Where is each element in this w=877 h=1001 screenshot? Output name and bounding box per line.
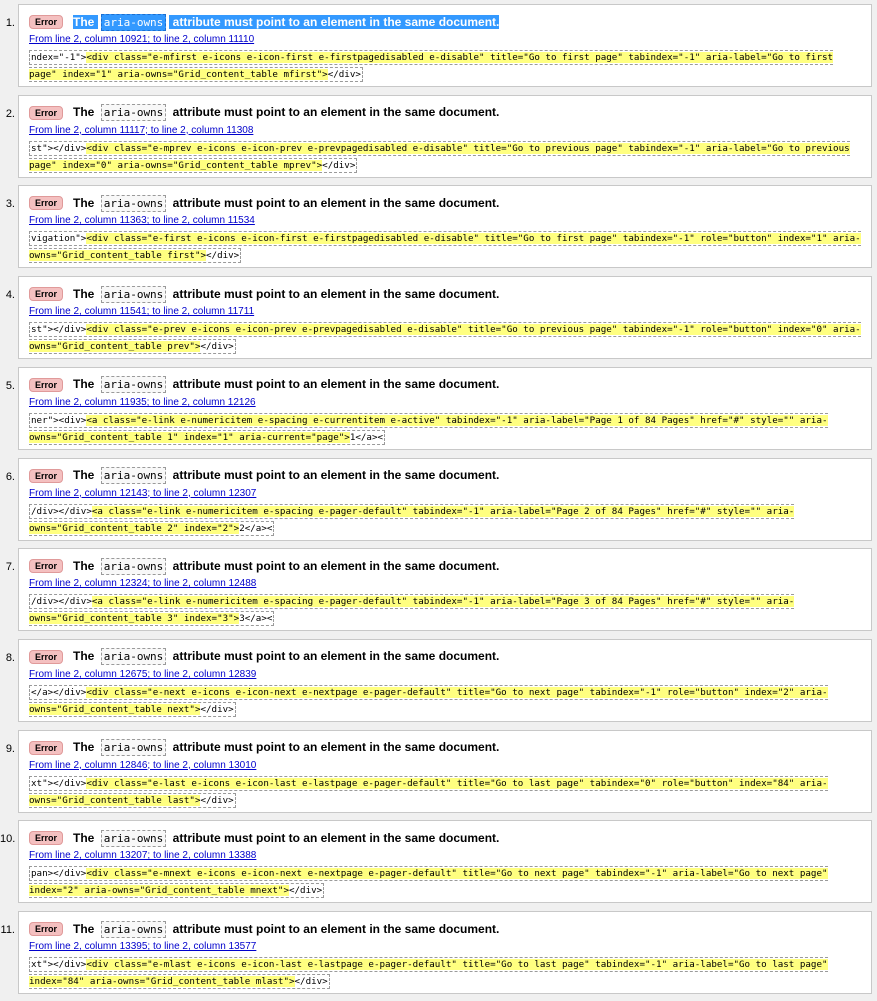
- title-after: attribute must point to an element in the same document.: [172, 830, 500, 845]
- message-header: [29, 13, 499, 31]
- extract-suffix: 3</a><: [239, 613, 273, 625]
- title-before: The: [73, 14, 95, 29]
- code-extract: [29, 230, 865, 264]
- source-location-link[interactable]: From line 2, column 11363; to line 2, column 11534: [29, 215, 255, 227]
- extract-highlight: <div class="e-mlast e-icons e-icon-last e-lastpage e-pager-default" title="Go to last page" tabindex="-1" aria-label="Go to last page" index="84" aria-owns="Grid_content_table mlast">: [29, 959, 828, 987]
- validation-message: [0, 458, 877, 543]
- title-before: The: [73, 468, 95, 482]
- error-badge: Error: [29, 287, 63, 301]
- attribute-name: aria-owns: [101, 195, 167, 212]
- message-header: [29, 104, 499, 122]
- extract-suffix: </div>: [288, 885, 323, 897]
- extract-suffix: </div>: [200, 794, 234, 806]
- message-box: [18, 548, 872, 631]
- source-location-link[interactable]: From line 2, column 11117; to line 2, column 11308: [29, 124, 254, 136]
- validation-message: [0, 639, 877, 724]
- attribute-name: aria-owns: [101, 739, 167, 756]
- extract-suffix: </div>: [294, 976, 328, 987]
- code-extract: [29, 49, 865, 83]
- extract-wrapper: [29, 322, 861, 354]
- source-location-link[interactable]: From line 2, column 11541; to line 2, column 11711: [29, 306, 255, 318]
- code-extract: [29, 865, 865, 899]
- title-after: attribute must point to an element in the same document.: [172, 649, 500, 664]
- error-badge: Error: [29, 741, 63, 755]
- extract-highlight: <div class="e-last e-icons e-icon-last e-lastpage e-pager-default" title="Go to last page" tabindex="0" role="button" index="84" aria-owns="Grid_content_table last">: [29, 777, 828, 806]
- title-after: attribute must point to an element in the same document.: [172, 14, 500, 29]
- validation-message: [0, 548, 877, 633]
- extract-prefix: vigation">: [31, 233, 87, 245]
- validation-message: [0, 95, 877, 180]
- attribute-name: aria-owns: [101, 14, 167, 31]
- message-header: [29, 829, 499, 847]
- message-title[interactable]: [73, 829, 499, 848]
- extract-prefix: ndex="-1">: [31, 52, 87, 63]
- extract-highlight: <a class="e-link e-numericitem e-spacing e-pager-default" tabindex="-1" aria-label="Page 3 of 84 Pages" href="#" style="" aria-owns="Grid_content_table 3" index="3">: [29, 596, 795, 625]
- extract-suffix: </div>: [327, 69, 361, 80]
- extract-highlight: <div class="e-prev e-icons e-icon-prev e-prevpagedisabled e-disable" title="Go to previous page" tabindex="-1" role="button" index="0" aria-owns="Grid_content_table prev">: [29, 324, 861, 353]
- error-badge: Error: [29, 378, 63, 392]
- title-before: The: [73, 558, 95, 573]
- title-after: attribute must point to an element in the same document.: [172, 740, 500, 755]
- message-box: [18, 276, 872, 359]
- message-box: [18, 911, 872, 994]
- extract-wrapper: [29, 866, 828, 898]
- extract-wrapper: [29, 776, 828, 808]
- extract-prefix: xt"></div>: [31, 959, 87, 970]
- message-title[interactable]: [73, 738, 499, 757]
- message-title[interactable]: [73, 647, 499, 666]
- source-location-link[interactable]: From line 2, column 12846; to line 2, column 13010: [29, 759, 257, 771]
- message-box: [18, 95, 872, 178]
- message-number: 9.: [5, 742, 15, 755]
- message-header: [29, 376, 499, 394]
- extract-highlight: <div class="e-mfirst e-icons e-icon-first e-firstpagedisabled e-disable" title="Go to first page" tabindex="-1" aria-label="Go to first page" index="1" aria-owns="Grid_content_table mfirst">: [29, 52, 834, 80]
- message-box: [18, 820, 872, 903]
- message-header: [29, 285, 499, 303]
- message-number: 6.: [5, 470, 15, 483]
- title-before: The: [73, 740, 95, 755]
- attribute-name: aria-owns: [101, 921, 167, 938]
- attribute-name: aria-owns: [101, 558, 167, 575]
- message-number: 7.: [5, 561, 15, 574]
- extract-wrapper: [29, 957, 828, 989]
- title-before: The: [73, 649, 95, 664]
- validation-message: [0, 911, 877, 996]
- title-before: The: [73, 830, 95, 845]
- message-number: 8.: [5, 651, 15, 664]
- error-badge: Error: [29, 469, 63, 483]
- message-box: [18, 367, 872, 450]
- attribute-name: aria-owns: [101, 104, 167, 121]
- source-location-link[interactable]: From line 2, column 10921; to line 2, column 11110: [29, 34, 255, 45]
- extract-wrapper: [29, 594, 794, 626]
- extract-prefix: st"></div>: [31, 142, 87, 154]
- extract-prefix: /div></div>: [31, 596, 92, 608]
- error-badge: Error: [29, 831, 63, 845]
- message-header: [29, 194, 499, 212]
- extract-highlight: <div class="e-first e-icons e-icon-first e-firstpagedisabled e-disable" title="Go to first page" tabindex="-1" role="button" index="1" aria-owns="Grid_content_table first">: [29, 233, 861, 262]
- extract-highlight: <a class="e-link e-numericitem e-spacing e-pager-default" tabindex="-1" aria-label="Page 2 of 84 Pages" href="#" style="" aria-owns="Grid_content_table 2" index="2">: [29, 505, 795, 534]
- code-extract: [29, 412, 865, 446]
- validation-message: [0, 276, 877, 361]
- title-after: attribute must point to an element in the same document.: [172, 558, 500, 573]
- source-location-link[interactable]: From line 2, column 12324; to line 2, column 12488: [29, 578, 257, 590]
- message-number: 2.: [5, 107, 15, 120]
- code-extract: [29, 775, 865, 809]
- code-extract: [29, 593, 865, 627]
- validation-message: [0, 367, 877, 452]
- message-number: 1.: [5, 17, 15, 29]
- code-extract: [29, 956, 865, 990]
- extract-suffix: </div>: [206, 250, 240, 262]
- message-box: [18, 639, 872, 722]
- message-header: [29, 467, 499, 485]
- extract-highlight: <a class="e-link e-numericitem e-spacing e-currentitem e-active" tabindex="-1" aria-label="Page 1 of 84 Pages" href="#" style="" aria-owns="Grid_content_table 1" index="1" aria-current="page">: [29, 414, 828, 443]
- extract-highlight: <div class="e-mnext e-icons e-icon-next e-nextpage e-pager-default" title="Go to next page" tabindex="-1" aria-label="Go to next page" index="2" aria-owns="Grid_content_table mnext">: [29, 868, 828, 897]
- title-before: The: [73, 377, 95, 392]
- error-badge: Error: [29, 559, 63, 573]
- message-title[interactable]: [73, 375, 499, 394]
- title-after: attribute must point to an element in the same document.: [172, 377, 500, 392]
- extract-wrapper: [29, 685, 828, 717]
- extract-prefix: xt"></div>: [31, 777, 87, 789]
- extract-prefix: </a></div>: [31, 686, 87, 698]
- validation-message: [0, 185, 877, 270]
- error-badge: Error: [29, 106, 63, 120]
- error-badge: Error: [29, 650, 63, 664]
- source-location-link[interactable]: From line 2, column 13207; to line 2, column 13388: [29, 850, 257, 862]
- source-location-link[interactable]: From line 2, column 12675; to line 2, column 12839: [29, 668, 257, 680]
- title-after: attribute must point to an element in the same document.: [172, 195, 500, 210]
- source-location-link[interactable]: From line 2, column 11935; to line 2, column 12126: [29, 396, 256, 408]
- attribute-name: aria-owns: [101, 830, 167, 847]
- source-location-link[interactable]: From line 2, column 12143; to line 2, column 12307: [29, 487, 257, 499]
- message-number: 4.: [5, 289, 15, 302]
- message-number: 3.: [5, 198, 15, 211]
- attribute-name: aria-owns: [101, 286, 167, 303]
- extract-suffix: 2</a><: [239, 522, 273, 534]
- message-title[interactable]: [73, 194, 499, 213]
- extract-suffix: 1</a><: [349, 431, 384, 443]
- code-extract: [29, 140, 865, 174]
- extract-suffix: </div>: [200, 341, 234, 353]
- code-extract: [29, 684, 865, 718]
- message-box: [18, 185, 872, 268]
- validation-message: [0, 730, 877, 815]
- message-header: [29, 648, 499, 666]
- extract-prefix: /div></div>: [31, 505, 92, 517]
- message-box: [18, 458, 872, 541]
- attribute-name: aria-owns: [101, 376, 167, 393]
- code-extract: [29, 321, 865, 355]
- validation-message: [0, 4, 877, 89]
- message-title[interactable]: [73, 285, 499, 304]
- extract-prefix: ner"><div>: [31, 414, 87, 426]
- code-extract: [29, 503, 865, 537]
- extract-wrapper: [29, 231, 861, 263]
- extract-wrapper: [29, 141, 850, 173]
- title-before: The: [73, 195, 95, 210]
- title-after: attribute must point to an element in the same document.: [172, 468, 500, 482]
- message-title[interactable]: [73, 466, 499, 485]
- message-header: [29, 920, 499, 938]
- extract-prefix: pan></div>: [31, 868, 87, 880]
- source-location-link[interactable]: From line 2, column 13395; to line 2, column 13577: [29, 941, 257, 952]
- message-number: 11.: [0, 924, 15, 936]
- message-title[interactable]: [73, 920, 499, 939]
- extract-wrapper: [29, 504, 794, 536]
- title-after: attribute must point to an element in the same document.: [172, 921, 500, 936]
- title-after: attribute must point to an element in the same document.: [172, 286, 500, 301]
- message-box: [18, 4, 872, 87]
- title-after: attribute must point to an element in the same document.: [172, 105, 500, 120]
- title-before: The: [73, 286, 95, 301]
- validation-message: [0, 820, 877, 905]
- extract-wrapper: [29, 50, 833, 82]
- error-badge: Error: [29, 922, 63, 936]
- message-number: 10.: [0, 833, 16, 846]
- attribute-name: aria-owns: [101, 648, 167, 665]
- extract-wrapper: [29, 413, 828, 445]
- extract-suffix: </div>: [200, 703, 234, 715]
- extract-suffix: </div>: [322, 159, 356, 171]
- extract-highlight: <div class="e-mprev e-icons e-icon-prev e-prevpagedisabled e-disable" title="Go to previous page" tabindex="-1" aria-label="Go to previous page" index="0" aria-owns="Grid_content_table mprev">: [29, 142, 850, 171]
- message-title[interactable]: [73, 13, 499, 32]
- extract-highlight: <div class="e-next e-icons e-icon-next e-nextpage e-pager-default" title="Go to next page" tabindex="-1" role="button" index="2" aria-owns="Grid_content_table next">: [29, 686, 828, 715]
- message-title[interactable]: [73, 557, 499, 576]
- title-before: The: [73, 105, 95, 120]
- message-header: [29, 557, 499, 575]
- error-badge: Error: [29, 15, 63, 29]
- message-number: 5.: [5, 379, 15, 392]
- extract-prefix: st"></div>: [31, 324, 87, 336]
- error-badge: Error: [29, 196, 63, 210]
- attribute-name: aria-owns: [101, 467, 167, 484]
- title-before: The: [73, 921, 95, 936]
- message-header: [29, 739, 499, 757]
- message-title[interactable]: [73, 103, 499, 122]
- message-box: [18, 730, 872, 813]
